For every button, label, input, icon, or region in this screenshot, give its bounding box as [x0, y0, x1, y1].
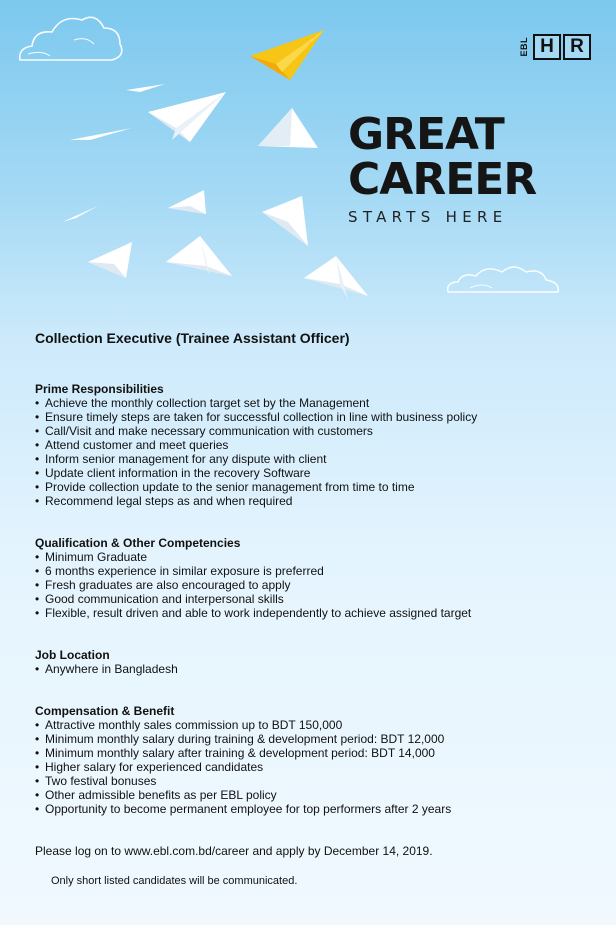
- bullet-list: [35, 550, 595, 620]
- section-title: Prime Responsibilities: [35, 382, 164, 396]
- bullet-list: [35, 718, 595, 816]
- logo-ebl-text: EBL: [519, 37, 529, 57]
- logo-letter-r: R: [563, 34, 591, 60]
- headline-career: CAREER: [348, 154, 537, 205]
- list-item: • Recommend legal steps as and when required: [35, 494, 595, 508]
- paper-plane-icon: [62, 84, 165, 222]
- cloud-icon: [20, 17, 122, 60]
- logo-letter-h: H: [533, 34, 561, 60]
- list-item: • Fresh graduates are also encouraged to apply: [35, 578, 595, 592]
- shortlist-note: Only short listed candidates will be communicated.: [51, 875, 298, 887]
- list-item: • Call/Visit and make necessary communication with customers: [35, 424, 595, 438]
- section-qualification: [35, 536, 595, 620]
- apply-instructions: Please log on to www.ebl.com.bd/career and apply by December 14, 2019.: [35, 844, 433, 858]
- paper-plane-icon: [304, 256, 368, 300]
- list-item: • Other admissible benefits as per EBL policy: [35, 788, 595, 802]
- list-item: • Minimum monthly salary after training & development period: BDT 14,000: [35, 746, 595, 760]
- section-prime-responsibilities: [35, 382, 595, 508]
- cloud-icon: [448, 267, 559, 292]
- section-title: Compensation & Benefit: [35, 704, 175, 718]
- list-item: • Provide collection update to the senior management from time to time: [35, 480, 595, 494]
- list-item: • Achieve the monthly collection target set by the Management: [35, 396, 595, 410]
- paper-plane-icon: [148, 92, 226, 142]
- section-title: Qualification & Other Competencies: [35, 536, 241, 550]
- list-item: • Minimum monthly salary during training & development period: BDT 12,000: [35, 732, 595, 746]
- list-item: • Higher salary for experienced candidates: [35, 760, 595, 774]
- bullet-list: [35, 396, 595, 508]
- headline: [348, 109, 537, 226]
- paper-plane-icon: [258, 108, 318, 148]
- section-job-location: [35, 648, 595, 676]
- paper-plane-icon: [262, 196, 308, 246]
- headline-great: GREAT: [348, 109, 504, 160]
- job-content: [35, 330, 595, 888]
- list-item: • Attend customer and meet queries: [35, 438, 595, 452]
- bullet-list: [35, 662, 595, 676]
- list-item: • Two festival bonuses: [35, 774, 595, 788]
- hero-banner: [0, 0, 616, 320]
- list-item: • Ensure timely steps are taken for successful collection in line with business policy: [35, 410, 595, 424]
- list-item: • Anywhere in Bangladesh: [35, 662, 595, 676]
- list-item: • Good communication and interpersonal skills: [35, 592, 595, 606]
- section-title: Job Location: [35, 648, 110, 662]
- paper-plane-icon: [166, 236, 232, 276]
- ebl-hr-logo: [519, 33, 591, 61]
- list-item: • 6 months experience in similar exposure is preferred: [35, 564, 595, 578]
- list-item: • Flexible, result driven and able to work independently to achieve assigned target: [35, 606, 595, 620]
- list-item: • Update client information in the recovery Software: [35, 466, 595, 480]
- list-item: • Minimum Graduate: [35, 550, 595, 564]
- paper-plane-icon: [168, 190, 206, 214]
- list-item: • Inform senior management for any dispute with client: [35, 452, 595, 466]
- headline-starts-here: STARTS HERE: [348, 208, 508, 226]
- list-item: • Opportunity to become permanent employee for top performers after 2 years: [35, 802, 595, 816]
- paper-plane-icon: [250, 30, 324, 80]
- list-item: • Attractive monthly sales commission up to BDT 150,000: [35, 718, 595, 732]
- paper-plane-icon: [88, 242, 132, 278]
- job-title: Collection Executive (Trainee Assistant Officer): [35, 330, 350, 346]
- section-compensation: [35, 704, 595, 816]
